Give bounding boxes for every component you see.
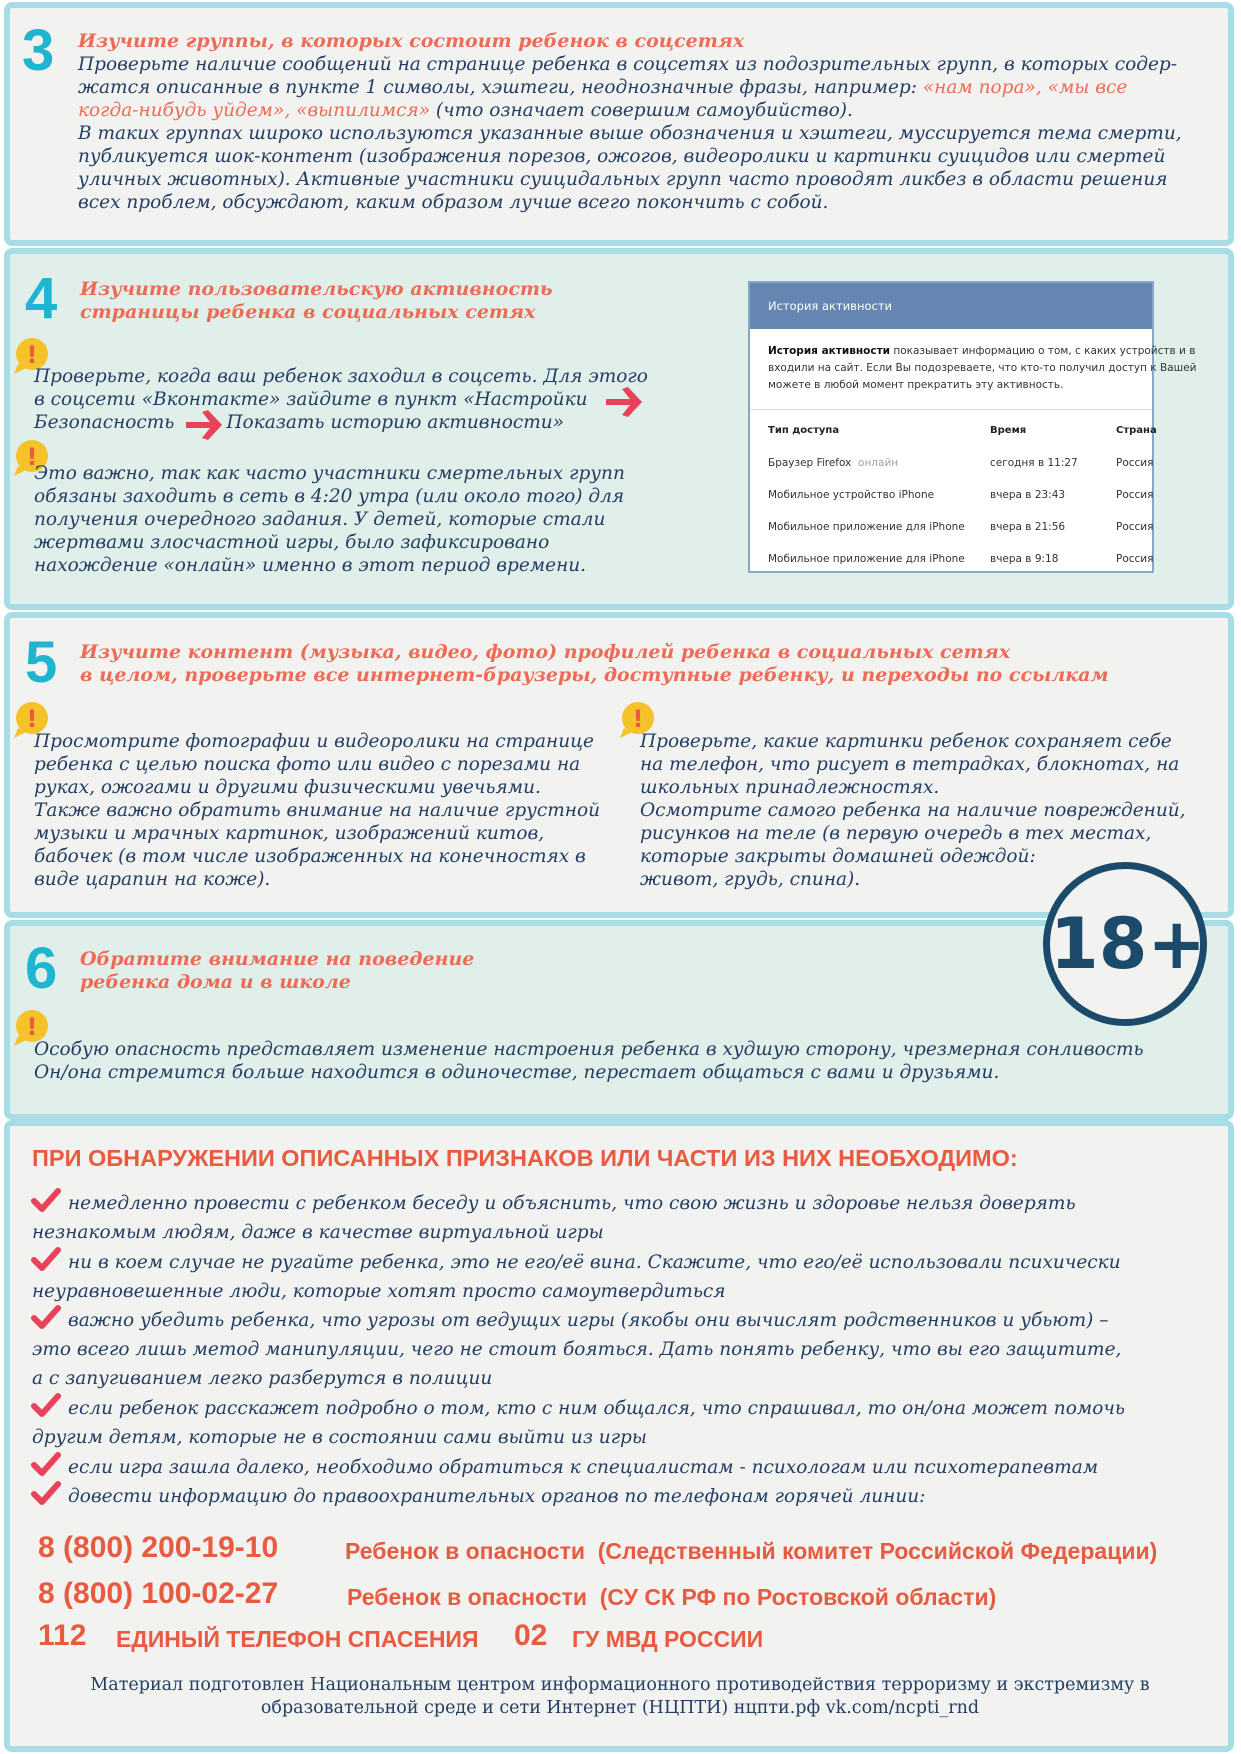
section-4-heading: Изучите пользовательскую активность страницы ребенка в социальных сетях [80, 278, 553, 323]
action-item: довести информацию до правоохранительных органов по телефонам горячей линии: [68, 1486, 926, 1507]
section-6-number: 6 [25, 936, 58, 1001]
action-item: немедленно провести с ребенком беседу и объяснить, что свою жизнь и здоровье нельзя доверять незнакомым людям, даже в качестве виртуальной игры [32, 1193, 1076, 1243]
section-3-text [78, 53, 1228, 214]
column-header: Тип доступа [768, 425, 840, 436]
hotline-phone[interactable]: 8 (800) 100-02-27 [38, 1577, 279, 1610]
section-5-line: школьных принадлежностях. [640, 777, 940, 798]
table-cell: вчера в 23:43 [990, 489, 1066, 501]
section-4-line: жертвами злосчастной игры, было зафиксировано [34, 532, 550, 553]
column-header: Время [990, 425, 1027, 436]
table-cell: сегодня в 11:27 [990, 457, 1078, 469]
section-6-line: Он/она стремится больше находится в одиночестве, перестает общаться с вами и друзьями. [34, 1062, 1000, 1083]
table-row [768, 457, 1168, 471]
section-4-line: Безопасность Показать историю активности» [34, 412, 564, 433]
section-3-number: 3 [22, 18, 55, 83]
table-cell: Браузер Firefox онлайн [768, 457, 899, 469]
hotline-phone[interactable]: 112 [38, 1619, 87, 1652]
table-cell: Мобильное приложение для iPhone [768, 521, 965, 533]
section-3-line: всех проблем, обсуждают, каким образом лучше всего покончить с собой. [78, 192, 829, 213]
section-4-line: обязаны заходить в сеть в 4:20 утра (или около того) для [34, 486, 625, 507]
activity-history-description: История активности показывает информацию о том, с каких устройств и в входили на сайт. Если Вы подозреваете, что кто-то получил доступ к Вашей можете в любой момент прекратить эту активность. [768, 345, 1197, 391]
section-5-line: бабочек (в том числе изображенных на конечностях в [34, 846, 586, 867]
table-cell: вчера в 21:56 [990, 521, 1066, 533]
hotline-description: Ребенок в опасности (Следственный комитет Российской Федерации) [345, 1538, 1158, 1564]
action-item: ни в коем случае не ругайте ребенка, это не его/её вина. Скажите, что его/её использовали психически неуравновешенные люди, которые хотят просто самоутвердиться [32, 1252, 1121, 1302]
hotline-phone[interactable]: 8 (800) 200-19-10 [38, 1531, 279, 1564]
arrow-right-icon [184, 408, 224, 442]
svg-text:!: ! [26, 705, 38, 733]
hotline-phone[interactable]: 02 [514, 1619, 548, 1652]
svg-text:!: ! [26, 1013, 38, 1041]
section-5-line: ребенка с целью поиска фото или видео с порезами на [34, 754, 581, 775]
section-6-heading: Обратите внимание на поведение ребенка дома и в школе [80, 948, 475, 993]
section-5-line: Также важно обратить внимание на наличие грустной [34, 800, 601, 821]
hotline-description: Ребенок в опасности (СУ СК РФ по Ростовской области) [347, 1584, 997, 1610]
section-5-line: Осмотрите самого ребенка на наличие повреждений, [640, 800, 1186, 821]
footer-line: образовательной среде и сети Интернет (НЦПТИ) нцпти.рф vk.com/ncpti_rnd [260, 1698, 980, 1718]
activity-history-screenshot [748, 281, 1197, 573]
action-item: если игра зашла далеко, необходимо обратиться к специалистам - психологам или психотерапевтам [68, 1457, 1099, 1478]
section-5-line: которые закрыты домашней одеждой: [640, 846, 1036, 867]
table-row [768, 521, 1168, 535]
activity-history-title: История активности [750, 283, 1152, 329]
hotline-description: ЕДИНЫЙ ТЕЛЕФОН СПАСЕНИЯ [116, 1626, 479, 1652]
section-3-line: когда-нибудь уйдем», «выпилимся» (что означает совершим самоубийство). [78, 100, 853, 121]
section-4-text-2 [34, 462, 694, 577]
section-4-line: в соцсети «Вконтакте» зайдите в пункт «Настройки [34, 389, 588, 410]
section-3-line: В таких группах широко используются указанные выше обозначения и хэштеги, муссируется тема смерти, [78, 123, 1182, 144]
section-5-number: 5 [25, 630, 58, 695]
svg-text:!: ! [26, 443, 38, 471]
section-5-line: виде царапин на коже). [34, 869, 271, 890]
section-5-line: живот, грудь, спина). [640, 869, 861, 890]
table-cell: Россия [1116, 521, 1154, 533]
section-5-line: руках, ожогами и другими физическими увечьями. [34, 777, 541, 798]
table-cell: Россия [1116, 457, 1154, 469]
section-4-text-1 [34, 365, 694, 434]
section-4-line: Это важно, так как часто участники смертельных групп [34, 463, 625, 484]
column-header: Страна [1116, 425, 1157, 436]
section-5-heading: Изучите контент (музыка, видео, фото) профилей ребенка в социальных сетях в целом, проверьте все интернет-браузеры, доступные ребенку, и переходы по ссылкам [80, 641, 1109, 686]
section-5-line: на телефон, что рисует в тетрадках, блокнотах, на [640, 754, 1180, 775]
section-4-line: получения очередного задания. У детей, которые стали [34, 509, 606, 530]
age-rating-badge: 18+ [1043, 862, 1207, 1026]
section-3-line: публикуется шок-контент (изображения порезов, ожогов, видеоролики и картинки суицидов или смертей [78, 146, 1166, 167]
action-title: ПРИ ОБНАРУЖЕНИИ ОПИСАННЫХ ПРИЗНАКОВ ИЛИ ЧАСТИ ИЗ НИХ НЕОБХОДИМО: [32, 1145, 1018, 1171]
section-6-line: Особую опасность представляет изменение настроения ребенка в худшую сторону, чрезмерная сонливость [34, 1039, 1144, 1060]
divider [750, 409, 1152, 410]
section-6-text [34, 1038, 1224, 1084]
svg-text:!: ! [632, 705, 644, 733]
table-cell: вчера в 9:18 [990, 553, 1059, 565]
arrow-right-icon [604, 385, 644, 419]
section-3-heading: Изучите группы, в которых состоит ребенок в соцсетях [78, 30, 745, 52]
table-cell: Мобильное устройство iPhone [768, 489, 935, 501]
table-cell: Россия [1116, 489, 1154, 501]
section-5-left-text [34, 730, 634, 891]
section-3-line: уличных животных). Активные участники суицидальных групп часто проводят ликбез в области решения [78, 169, 1168, 190]
section-5-line: рисунков на теле (в первую очередь в тех местах, [640, 823, 1152, 844]
action-item: если ребенок расскажет подробно о том, кто с ним общался, что спрашивал, то он/она может помочь другим детям, которые не в состоянии сами выйти из игры [32, 1398, 1125, 1448]
section-5-line: Просмотрите фотографии и видеоролики на странице [34, 731, 594, 752]
table-row [768, 489, 1168, 503]
activity-table-header [768, 425, 1168, 439]
section-4-number: 4 [25, 266, 58, 331]
section-4-line: нахождение «онлайн» именно в этот период времени. [34, 555, 587, 576]
table-cell: Россия [1116, 553, 1154, 565]
svg-text:!: ! [26, 341, 38, 369]
section-3-line: Проверьте наличие сообщений на странице ребенка в соцсетях из подозрительных групп, в которых содер- [78, 54, 1177, 75]
section-3-line: жатся описанные в пункте 1 символы, хэштеги, неоднозначные фразы, например: «нам пора», «мы все [78, 77, 1128, 98]
section-4-line: Проверьте, когда ваш ребенок заходил в соцсеть. Для этого [34, 366, 648, 387]
section-5-line: Проверьте, какие картинки ребенок сохраняет себе [640, 731, 1172, 752]
footer-credit [20, 1674, 1220, 1720]
table-row [768, 553, 1168, 567]
footer-line: Материал подготовлен Национальным центром информационного противодействия терроризму и экстремизму в [90, 1675, 1150, 1695]
table-cell: Мобильное приложение для iPhone [768, 553, 965, 565]
action-item: важно убедить ребенка, что угрозы от ведущих игры (якобы они вычислят родственников и убьют) – это всего лишь метод манипуляции, чего не стоит бояться. Дать понять ребенку, что вы его защитите, а с запугиванием легко разберутся в полиции [32, 1310, 1122, 1389]
hotline-description: ГУ МВД РОССИИ [572, 1626, 764, 1652]
section-5-line: музыки и мрачных картинок, изображений китов, [34, 823, 545, 844]
